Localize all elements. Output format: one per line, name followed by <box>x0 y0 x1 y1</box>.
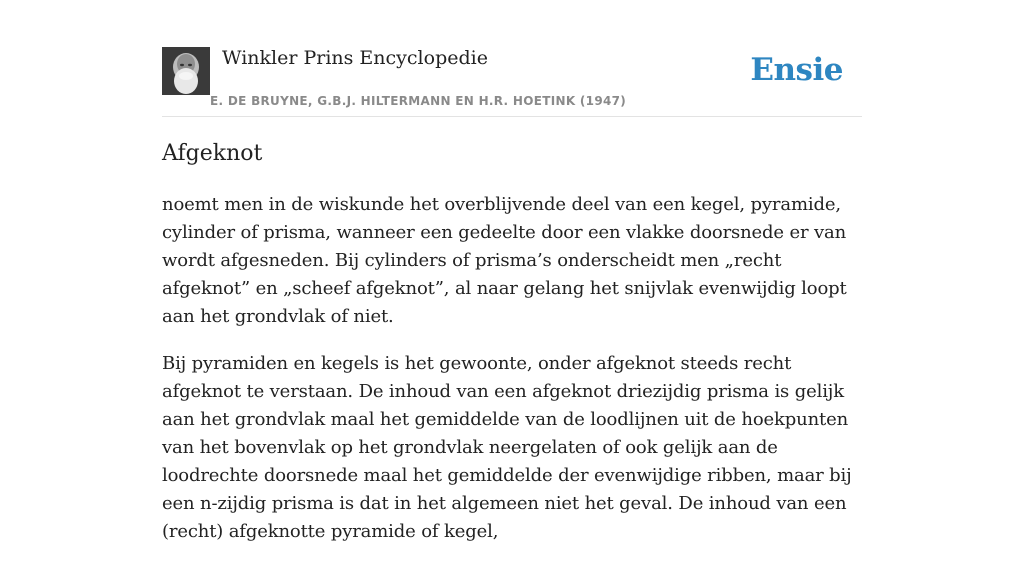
ensie-logo[interactable]: Ensie <box>750 52 843 88</box>
author-portrait-icon-graphic <box>162 47 210 95</box>
encyclopedia-title[interactable]: Winkler Prins Encyclopedie <box>222 47 488 69</box>
article-paragraph: noemt men in de wiskunde het overblijvende deel van een kegel, pyramide, cylinder of prisma, wanneer een gedeelte door een vlakke doorsnede er van wordt afgesneden. Bij cylinders of prisma’s onderscheidt men „recht afgeknot” en „scheef afgeknot”, al naar gelang het snijvlak evenwijdig loopt aan het grondvlak of niet. <box>162 194 847 327</box>
source-header <box>162 44 862 117</box>
article-title: Afgeknot <box>162 141 263 166</box>
author-portrait-icon[interactable] <box>162 47 210 95</box>
article <box>162 138 862 565</box>
article-body <box>162 191 862 546</box>
article-paragraph: Bij pyramiden en kegels is het gewoonte, onder afgeknot steeds recht afgeknot te verstaan. De inhoud van een afgeknot driezijdig prisma is gelijk aan het grondvlak maal het gemiddelde van de loodlijnen uit de hoekpunten van het bovenvlak op het grondvlak neergelaten of ook gelijk aan de loodrechte doorsnede maal het gemiddelde der evenwijdige ribben, maar bij een n-zijdig prisma is dat in het algemeen niet het geval. De inhoud van een (recht) afgeknotte pyramide of kegel, <box>162 353 852 542</box>
encyclopedia-authors: E. DE BRUYNE, G.B.J. HILTERMANN EN H.R. HOETINK (1947) <box>210 94 627 108</box>
